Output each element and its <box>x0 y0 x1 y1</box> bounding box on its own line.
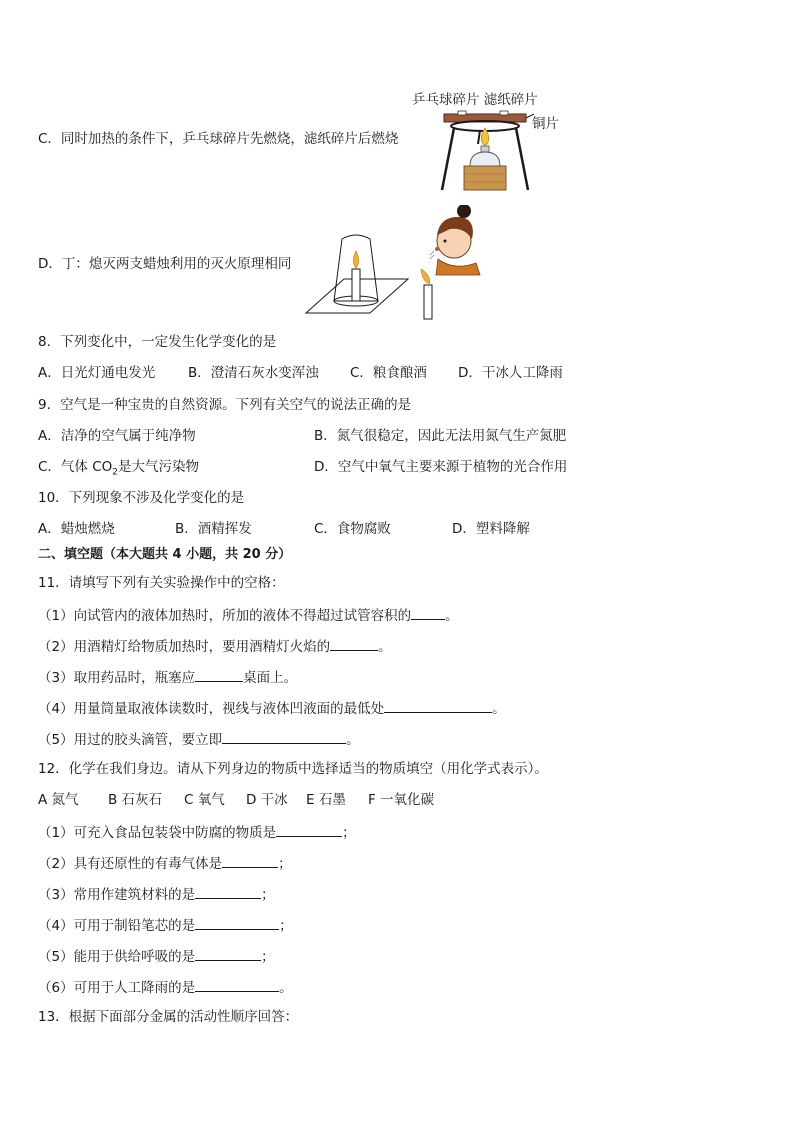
answer-blank[interactable] <box>195 884 261 899</box>
q8-option-a: A．日光灯通电发光 <box>38 365 156 381</box>
q12-choice-c: C 氧气 <box>184 792 225 808</box>
q12-item-6: （6）可用于人工降雨的是 。 <box>38 977 293 997</box>
q13-stem: 13．根据下面部分金属的活动性顺序回答： <box>38 1009 299 1025</box>
answer-blank[interactable] <box>384 698 492 713</box>
q9-option-a: A．洁净的空气属于纯净物 <box>38 428 196 444</box>
answer-blank[interactable] <box>276 822 342 837</box>
q12-choice-e: E 石墨 <box>306 792 346 808</box>
q12-stem: 12．化学在我们身边。请从下列身边的物质中选择适当的物质填空（用化学式表示）。 <box>38 761 548 777</box>
q7-option-d: D．丁：熄灭两支蜡烛利用的灭火原理相同 <box>38 256 292 272</box>
q9-option-c: C．气体 $CO_2$是大气污染物 <box>38 459 200 478</box>
q10-option-b: B．酒精挥发 <box>175 521 252 537</box>
answer-blank[interactable] <box>195 667 243 682</box>
q11-item-2: （2）用酒精灯给物质加热时，要用酒精灯火焰的 。 <box>38 636 392 656</box>
figure-label-fragments: 乒乓球碎片 滤纸碎片 <box>412 92 538 108</box>
q9-option-b: B．氮气很稳定，因此无法用氮气生产氮肥 <box>314 428 567 444</box>
q7-option-c: C．同时加热的条件下，乒乓球碎片先燃烧，滤纸碎片后燃烧 <box>38 131 399 147</box>
q10-option-d: D．塑料降解 <box>452 521 530 537</box>
q12-item-1: （1）可充入食品包装袋中防腐的物质是 ； <box>38 822 356 842</box>
q11-item-4: （4）用量筒量取液体读数时，视线与液体凹液面的最低处 。 <box>38 698 506 718</box>
q9-option-d: D．空气中氧气主要来源于植物的光合作用 <box>314 459 568 475</box>
figure-label-copper: 铜片 <box>532 116 559 132</box>
answer-blank[interactable] <box>330 636 378 651</box>
q12-choice-a: A 氮气 <box>38 792 79 808</box>
q9-stem: 9．空气是一种宝贵的自然资源。下列有关空气的说法正确的是 <box>38 397 412 413</box>
answer-blank[interactable] <box>195 915 279 930</box>
q10-stem: 10．下列现象不涉及化学变化的是 <box>38 490 245 506</box>
answer-blank[interactable] <box>195 946 261 961</box>
q8-option-d: D．干冰人工降雨 <box>458 365 563 381</box>
q12-choice-d: D 干冰 <box>246 792 288 808</box>
section-heading: 二、填空题（本大题共 4 小题，共 20 分） <box>38 547 292 562</box>
answer-blank[interactable] <box>411 605 445 620</box>
answer-blank[interactable] <box>195 977 279 992</box>
q11-item-3: （3）取用药品时，瓶塞应 桌面上。 <box>38 667 297 687</box>
copper-plate-heating-figure <box>430 104 540 196</box>
q12-choice-b: B 石灰石 <box>108 792 163 808</box>
q12-item-5: （5）能用于供给呼吸的是 ； <box>38 946 275 966</box>
q10-option-c: C．食物腐败 <box>314 521 391 537</box>
q11-item-1: （1）向试管内的液体加热时，所加的液体不得超过试管容积的 。 <box>38 605 459 625</box>
q11-item-5: （5）用过的胶头滴管，要立即 。 <box>38 729 360 749</box>
candles-figure <box>304 205 484 323</box>
q8-stem: 8．下列变化中，一定发生化学变化的是 <box>38 334 277 350</box>
q10-option-a: A．蜡烛燃烧 <box>38 521 115 537</box>
q12-item-2: （2）具有还原性的有毒气体是 ； <box>38 853 292 873</box>
q8-option-b: B．澄清石灰水变浑浊 <box>188 365 319 381</box>
q12-choice-f: F 一氧化碳 <box>368 792 435 808</box>
q8-option-c: C．粮食酿酒 <box>350 365 427 381</box>
q11-stem: 11．请填写下列有关实验操作中的空格： <box>38 575 285 591</box>
answer-blank[interactable] <box>222 853 278 868</box>
q12-item-3: （3）常用作建筑材料的是 ； <box>38 884 275 904</box>
q12-item-4: （4）可用于制铅笔芯的是 ； <box>38 915 293 935</box>
answer-blank[interactable] <box>222 729 346 744</box>
